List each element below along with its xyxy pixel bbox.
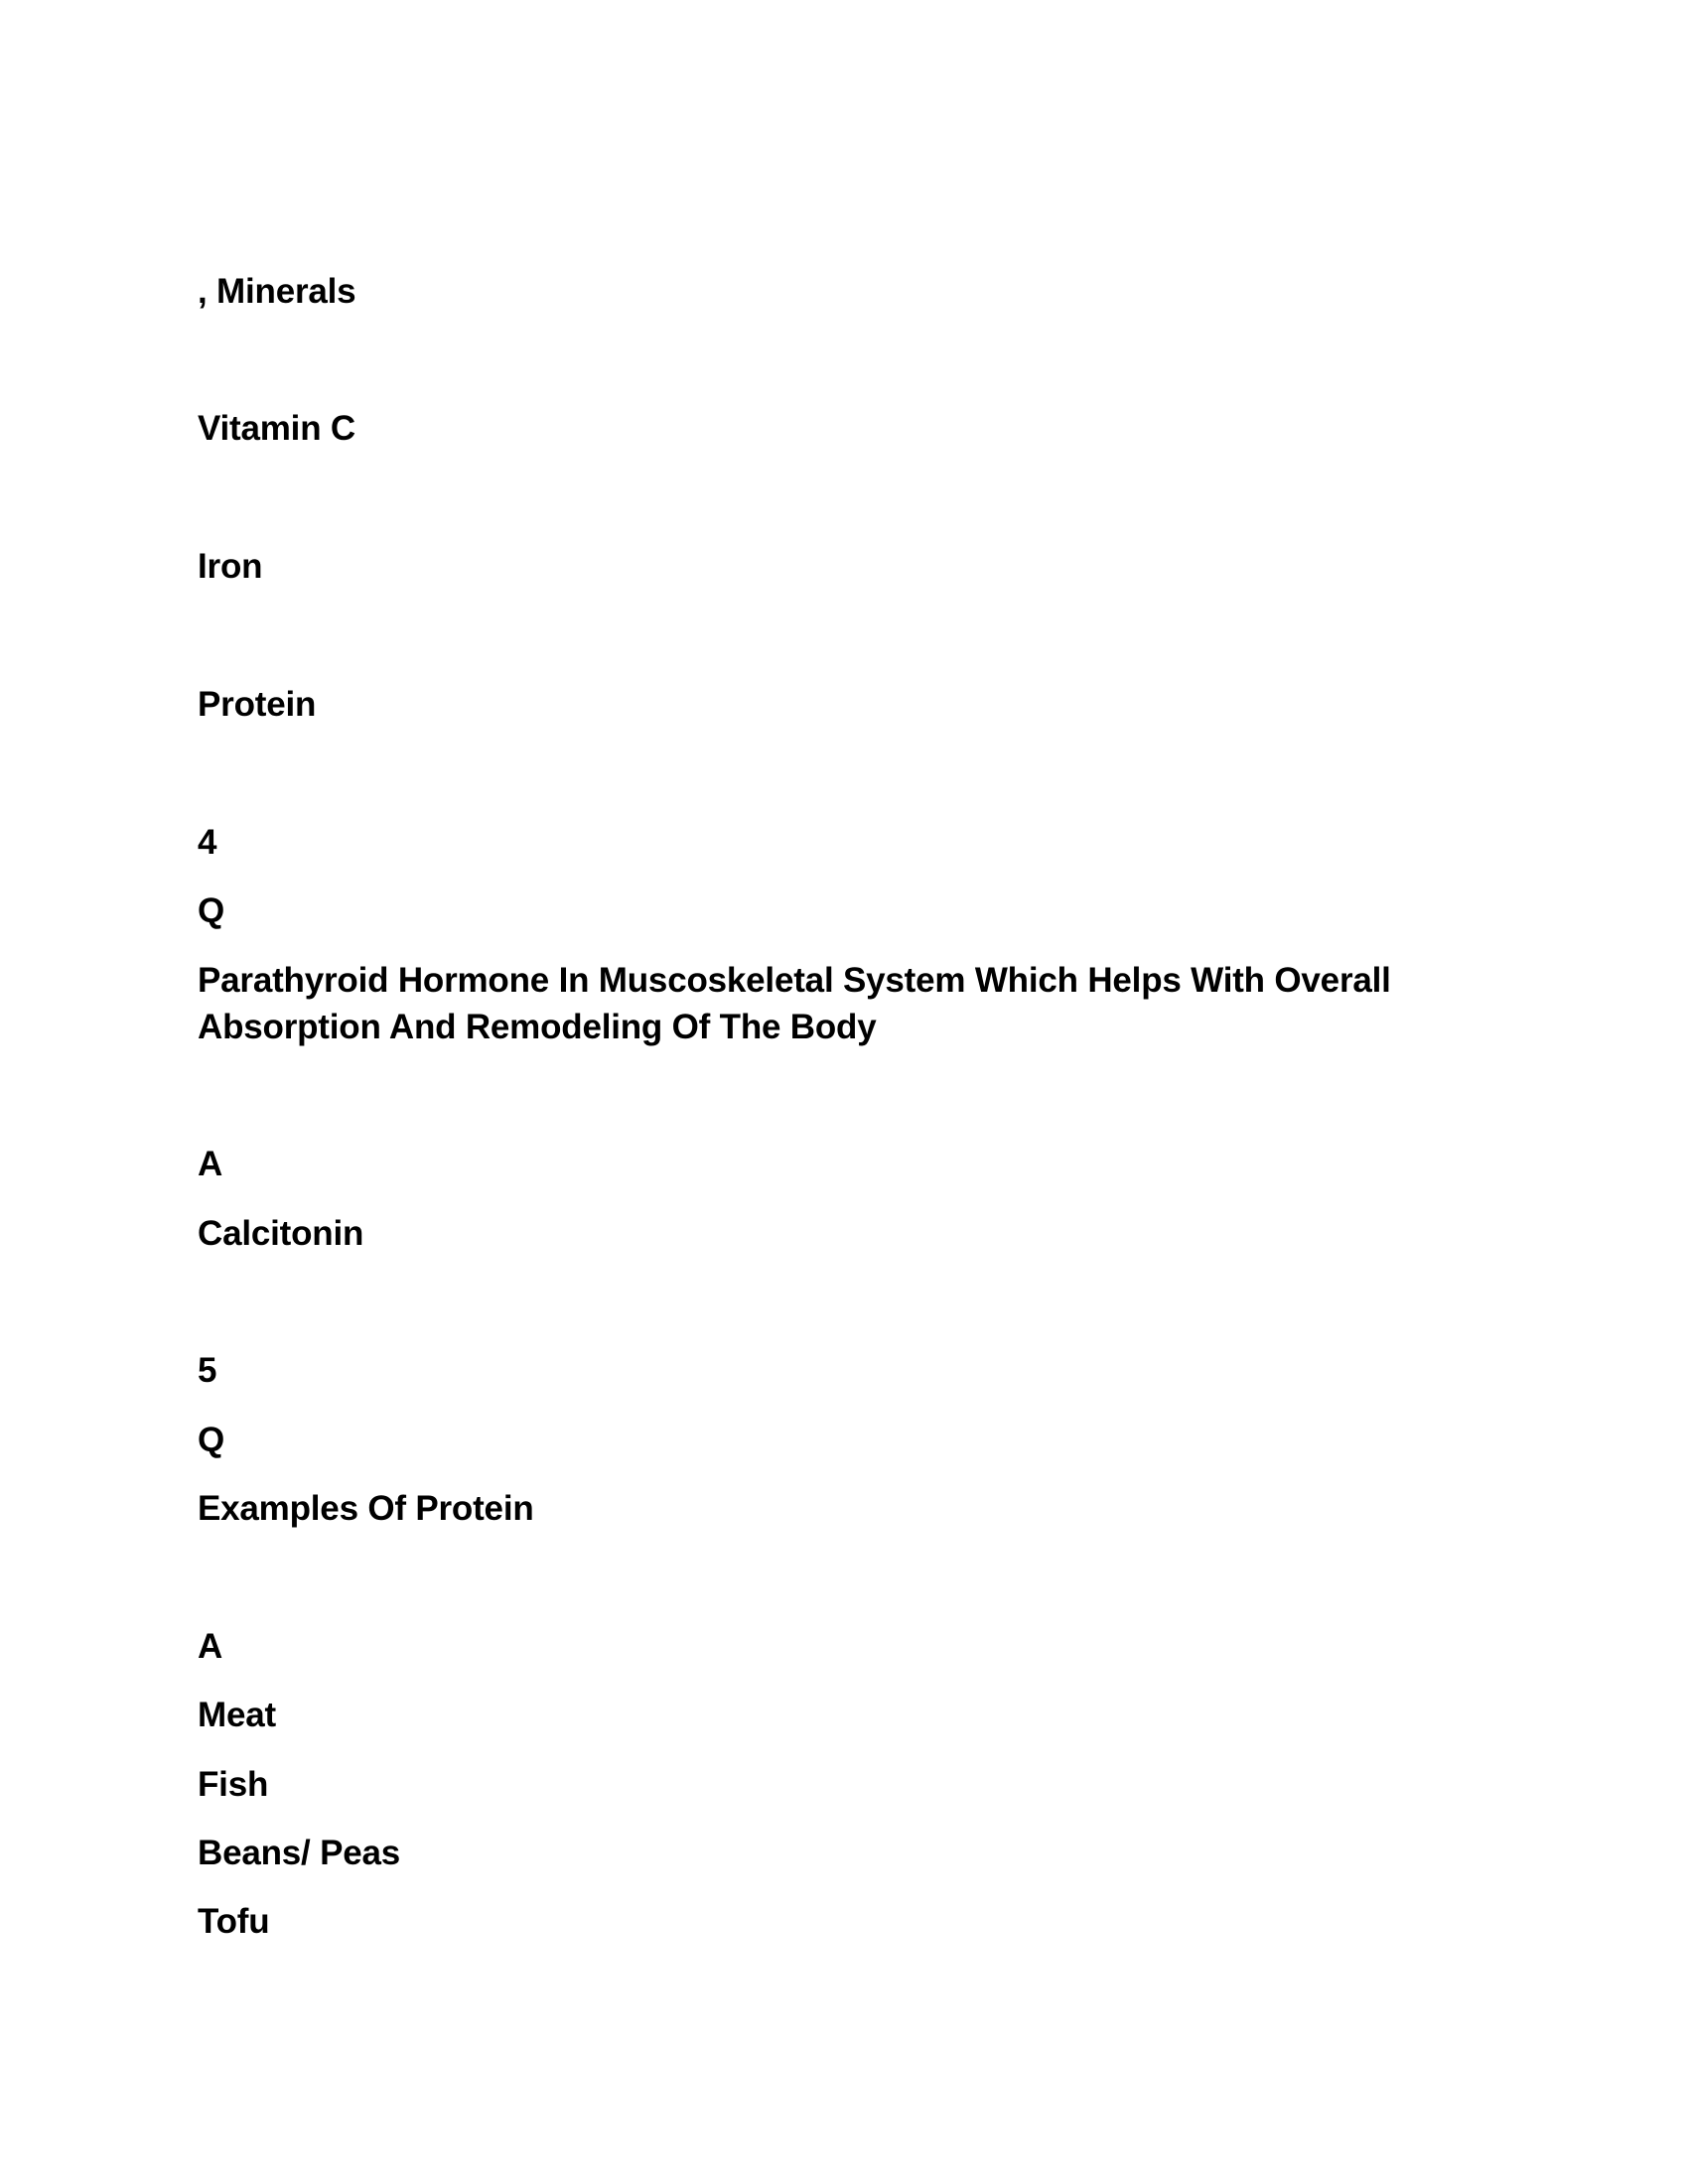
answer-line-beans-peas: Beans/ Peas (198, 1834, 401, 1872)
question-label-5: Q (198, 1421, 225, 1459)
answer-line-tofu: Tofu (198, 1902, 270, 1941)
answer-label-5: A (198, 1627, 223, 1666)
answer-line-fish: Fish (198, 1765, 269, 1804)
answer-line-minerals: , Minerals (198, 272, 356, 311)
answer-line-vitamin-c: Vitamin C (198, 409, 355, 448)
question-text-5: Examples Of Protein (198, 1489, 534, 1528)
answer-line-meat: Meat (198, 1696, 276, 1734)
question-text-4: Parathyroid Hormone In Muscoskeletal System Which Helps With Overall Absorption And Remodeling Of The Body (198, 961, 1391, 1046)
answer-line-iron: Iron (198, 547, 263, 586)
card-number-4: 4 (198, 823, 217, 862)
answer-label-4: A (198, 1145, 223, 1183)
question-label-4: Q (198, 891, 225, 930)
card-number-5: 5 (198, 1351, 217, 1390)
answer-line-protein: Protein (198, 685, 317, 724)
answer-text-calcitonin: Calcitonin (198, 1214, 364, 1253)
